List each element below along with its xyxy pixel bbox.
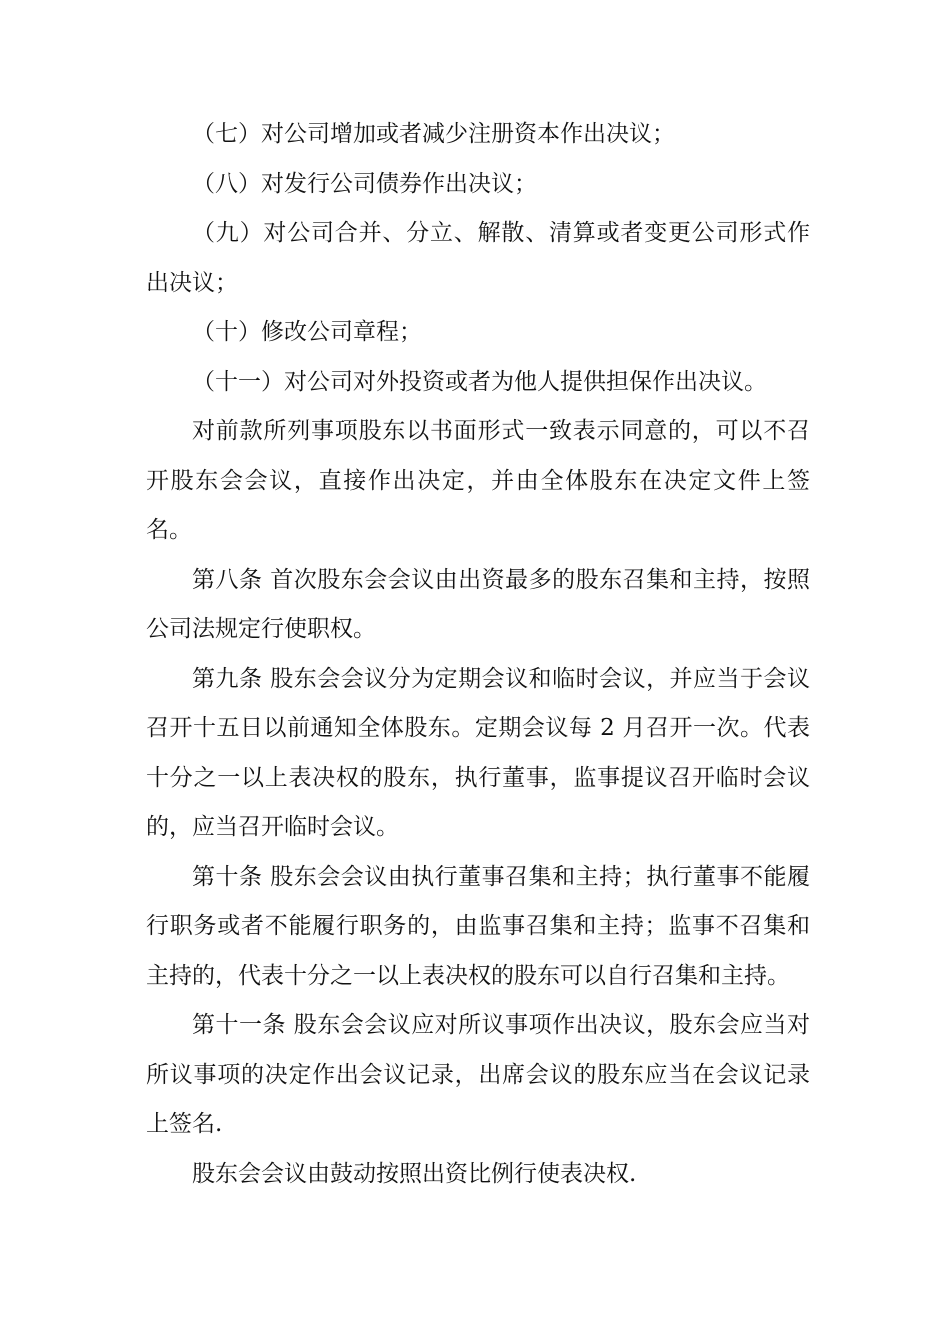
paragraph-unanimous-consent: 对前款所列事项股东以书面形式一致表示同意的，可以不召开股东会会议，直接作出决定，并由全体股东在决定文件上签名。 (146, 418, 810, 543)
article-11: 第十一条 股东会会议应对所议事项作出决议，股东会应当对所议事项的决定作出会议记录，出席会议的股东应当在会议记录上签名. (146, 1012, 810, 1137)
paragraph-item-7: （七）对公司增加或者减少注册资本作出决议； (192, 121, 675, 147)
article-9: 第九条 股东会会议分为定期会议和临时会议，并应当于会议召开十五日以前通知全体股东。定期会议每 2 月召开一次。代表十分之一以上表决权的股东，执行董事，监事提议召开临时会议的，应当召开临时会议。 (146, 665, 810, 840)
document-body (146, 110, 810, 1199)
paragraph-item-9: （九）对公司合并、分立、解散、清算或者变更公司形式作出决议； (146, 220, 810, 296)
paragraph-item-10: （十）修改公司章程； (192, 319, 422, 345)
paragraph-item-8: （八）对发行公司债券作出决议； (192, 170, 537, 197)
paragraph-voting-rights: 股东会会议由鼓动按照出资比例行使表决权. (192, 1160, 637, 1187)
article-10: 第十条 股东会会议由执行董事召集和主持；执行董事不能履行职务或者不能履行职务的，由监事召集和主持；监事不召集和主持的，代表十分之一以上表决权的股东可以自行召集和主持。 (146, 863, 810, 989)
article-8: 第八条 首次股东会会议由出资最多的股东召集和主持，按照公司法规定行使职权。 (146, 566, 810, 642)
paragraph-item-11: （十一）对公司对外投资或者为他人提供担保作出决议。 (192, 368, 767, 395)
